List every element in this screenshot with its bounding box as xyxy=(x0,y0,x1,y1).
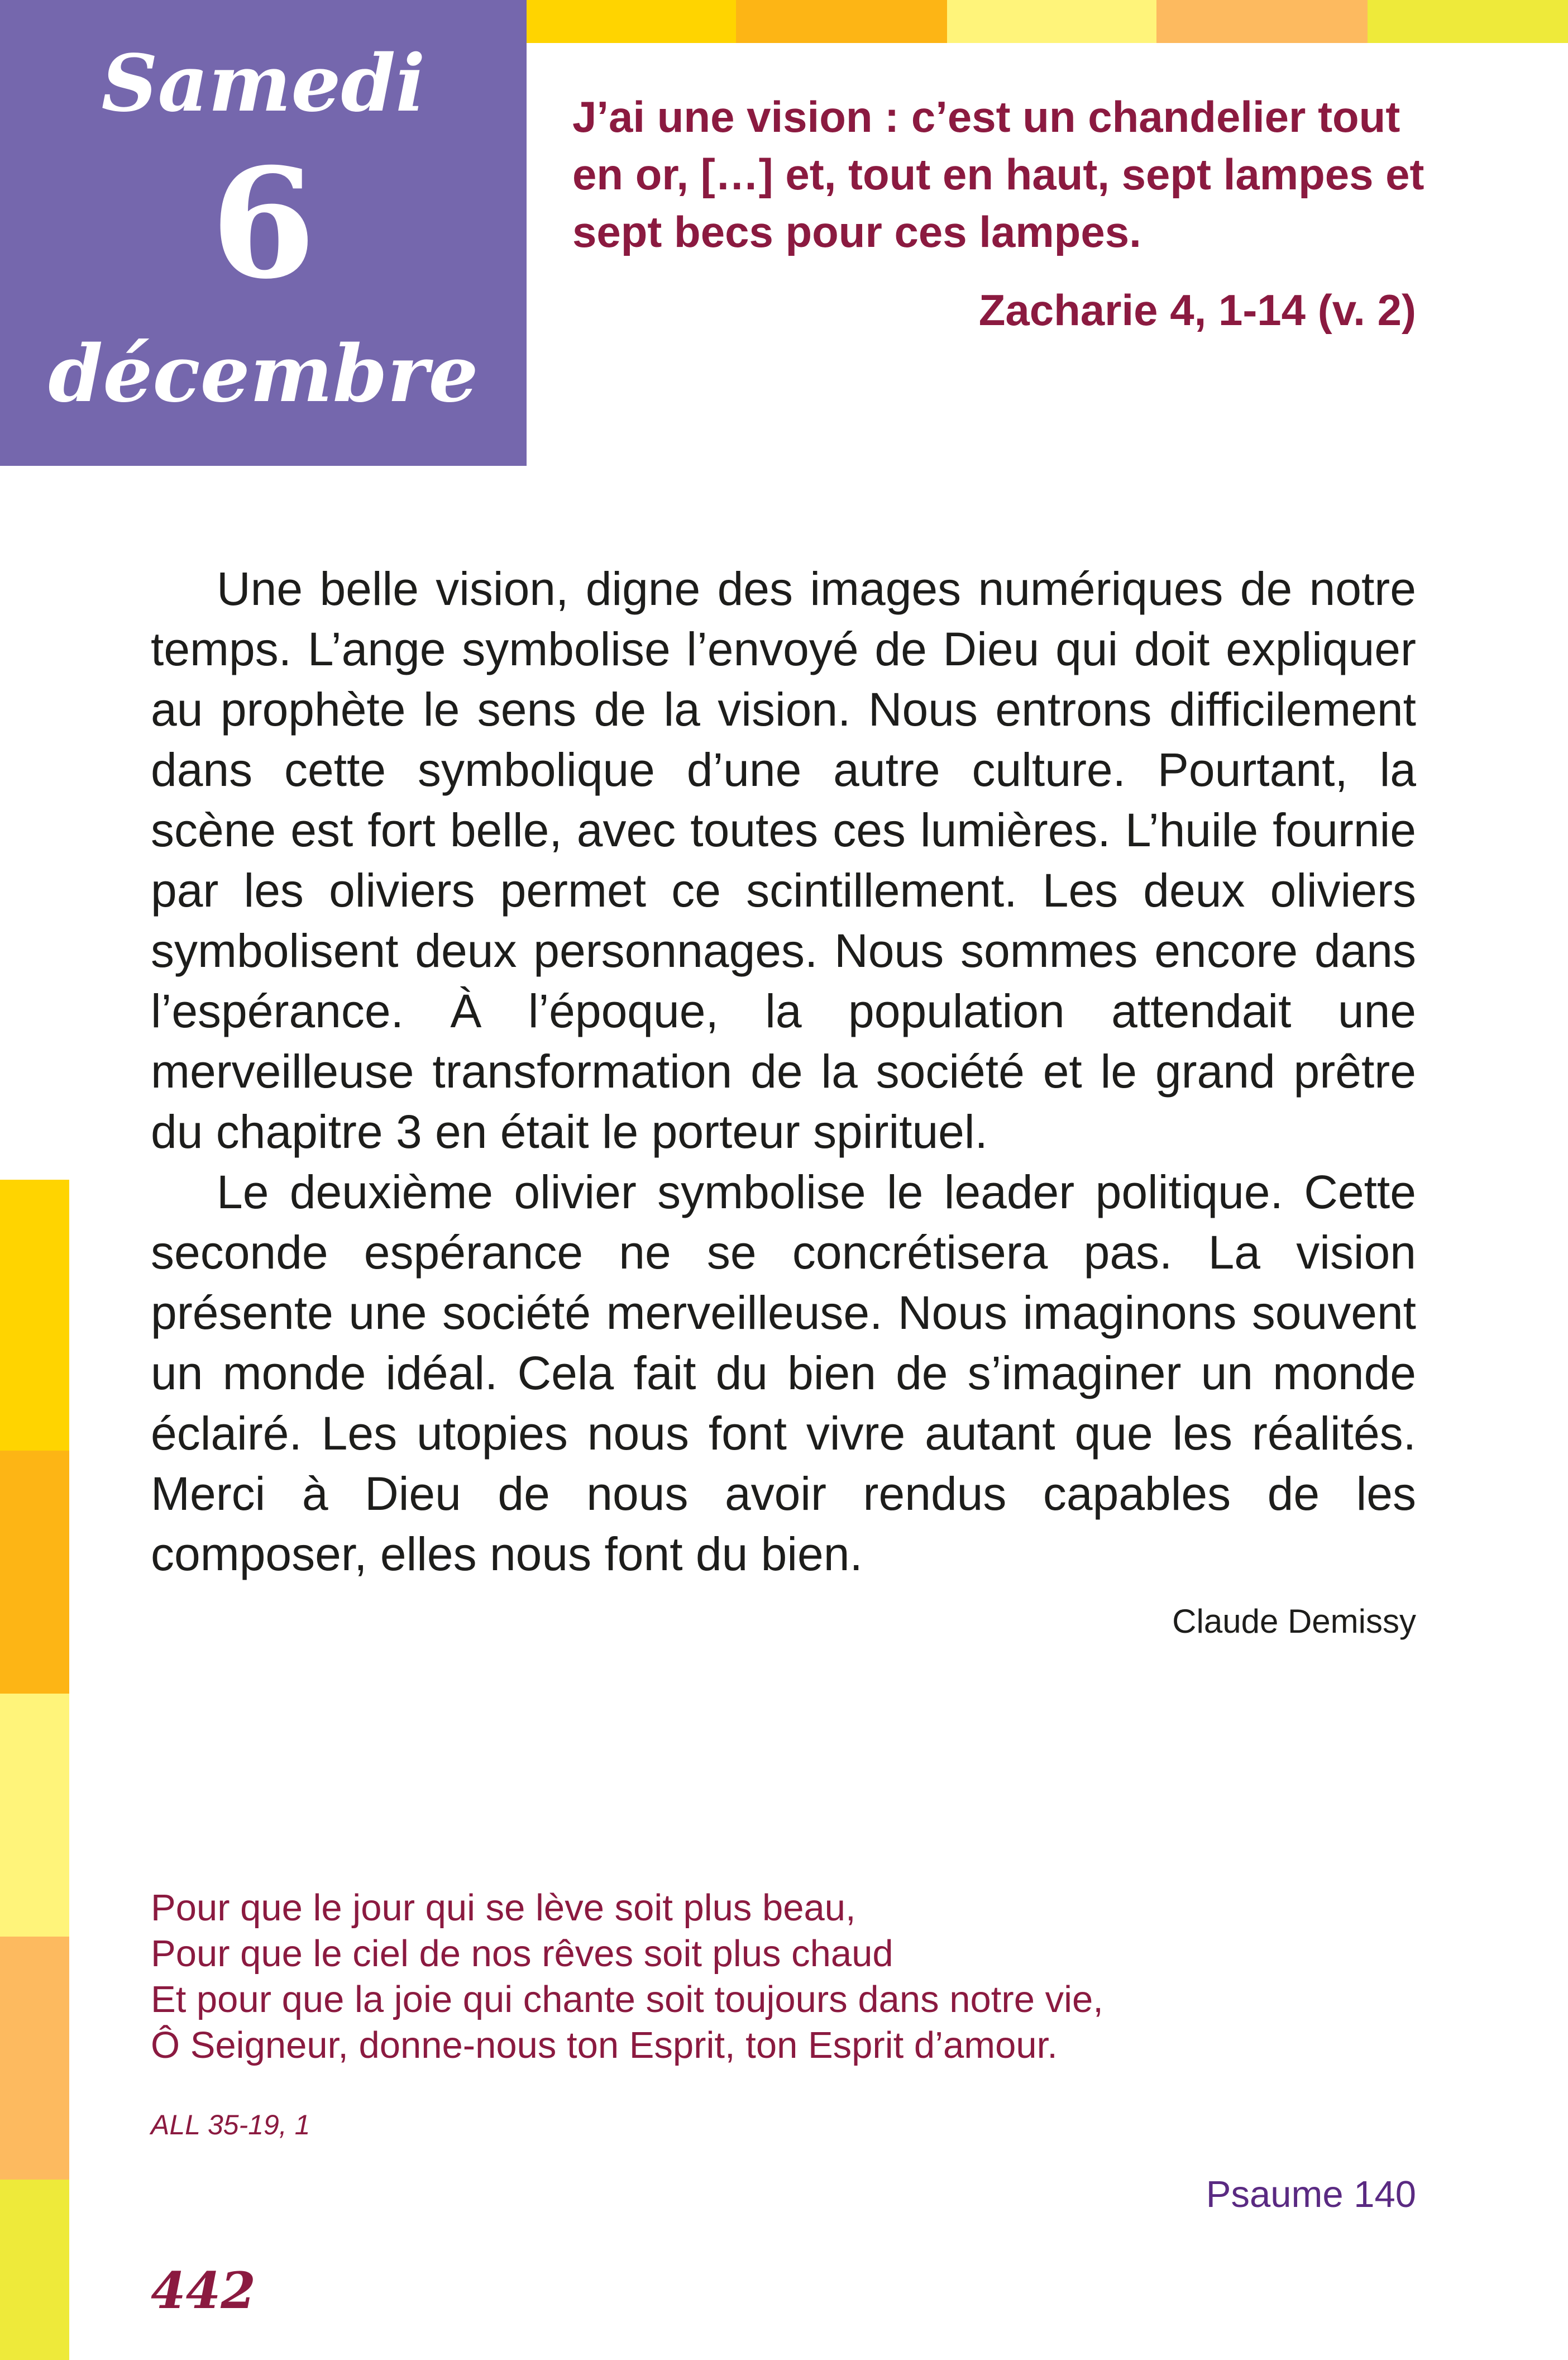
top-strip-yellow xyxy=(527,0,736,43)
top-strip-peach xyxy=(1156,0,1368,43)
side-strip-lime xyxy=(0,2180,69,2360)
prayer-line: Pour que le ciel de nos rêves soit plus chaud xyxy=(151,1933,893,1975)
date-day: Samedi xyxy=(101,38,426,130)
date-month: décembre xyxy=(48,328,479,420)
date-number: 6 xyxy=(211,135,316,312)
top-strip-pale-yellow xyxy=(947,0,1156,43)
top-strip-lime xyxy=(1368,0,1568,43)
paragraph: Une belle vision, digne des images numériques de notre temps. L’ange symbolise l’envoyé de Dieu qui doit expliquer au prophète le sens de la vision. Nous entrons difficilement dans cette symbolique d’une autre culture. Pourtant, la scène est fort belle, avec toutes ces lumières. L’huile fournie par les oliviers permet ce scintillement. Les deux oliviers symbolisent deux personnages. Nous sommes encore dans l’espérance. À l’époque, la population attendait une merveilleuse transformation de la société et le grand prêtre du chapitre 3 en était le porteur spirituel. xyxy=(151,562,1416,1158)
verse-quote: J’ai une vision : c’est un chandelier tout en or, […] et, tout en haut, sept lampes et sept becs pour ces lampes. xyxy=(572,92,1424,256)
prayer-line: Pour que le jour qui se lève soit plus beau, xyxy=(151,1887,856,1929)
prayer xyxy=(151,1885,1103,2068)
author: Claude Demissy xyxy=(1172,1603,1416,1640)
verse-reference: Zacharie 4, 1-14 (v. 2) xyxy=(978,285,1416,335)
side-strip-peach xyxy=(0,1937,69,2180)
side-strip-pale-yellow xyxy=(0,1694,69,1937)
side-strip-orange xyxy=(0,1451,69,1694)
paragraph: Le deuxième olivier symbolise le leader politique. Cette seconde espérance ne se concrétisera pas. La vision présente une société merveilleuse. Nous imaginons souvent un monde idéal. Cela fait du bien de s’imaginer un monde éclairé. Les utopies nous font vivre autant que les réalités. Merci à Dieu de nous avoir rendus capables de les composer, elles nous font du bien. xyxy=(151,1166,1416,1580)
prayer-line: Et pour que la joie qui chante soit toujours dans notre vie, xyxy=(151,1978,1103,2020)
page-number: 442 xyxy=(151,2261,256,2320)
side-strip-yellow xyxy=(0,1180,69,1451)
prayer-reference: ALL 35-19, 1 xyxy=(151,2109,310,2140)
date-box xyxy=(0,0,527,466)
meditation-text xyxy=(151,559,1416,1584)
prayer-line: Ô Seigneur, donne-nous ton Esprit, ton Esprit d’amour. xyxy=(151,2024,1058,2066)
psalm-reference: Psaume 140 xyxy=(1206,2173,1416,2215)
top-strip-orange xyxy=(736,0,947,43)
